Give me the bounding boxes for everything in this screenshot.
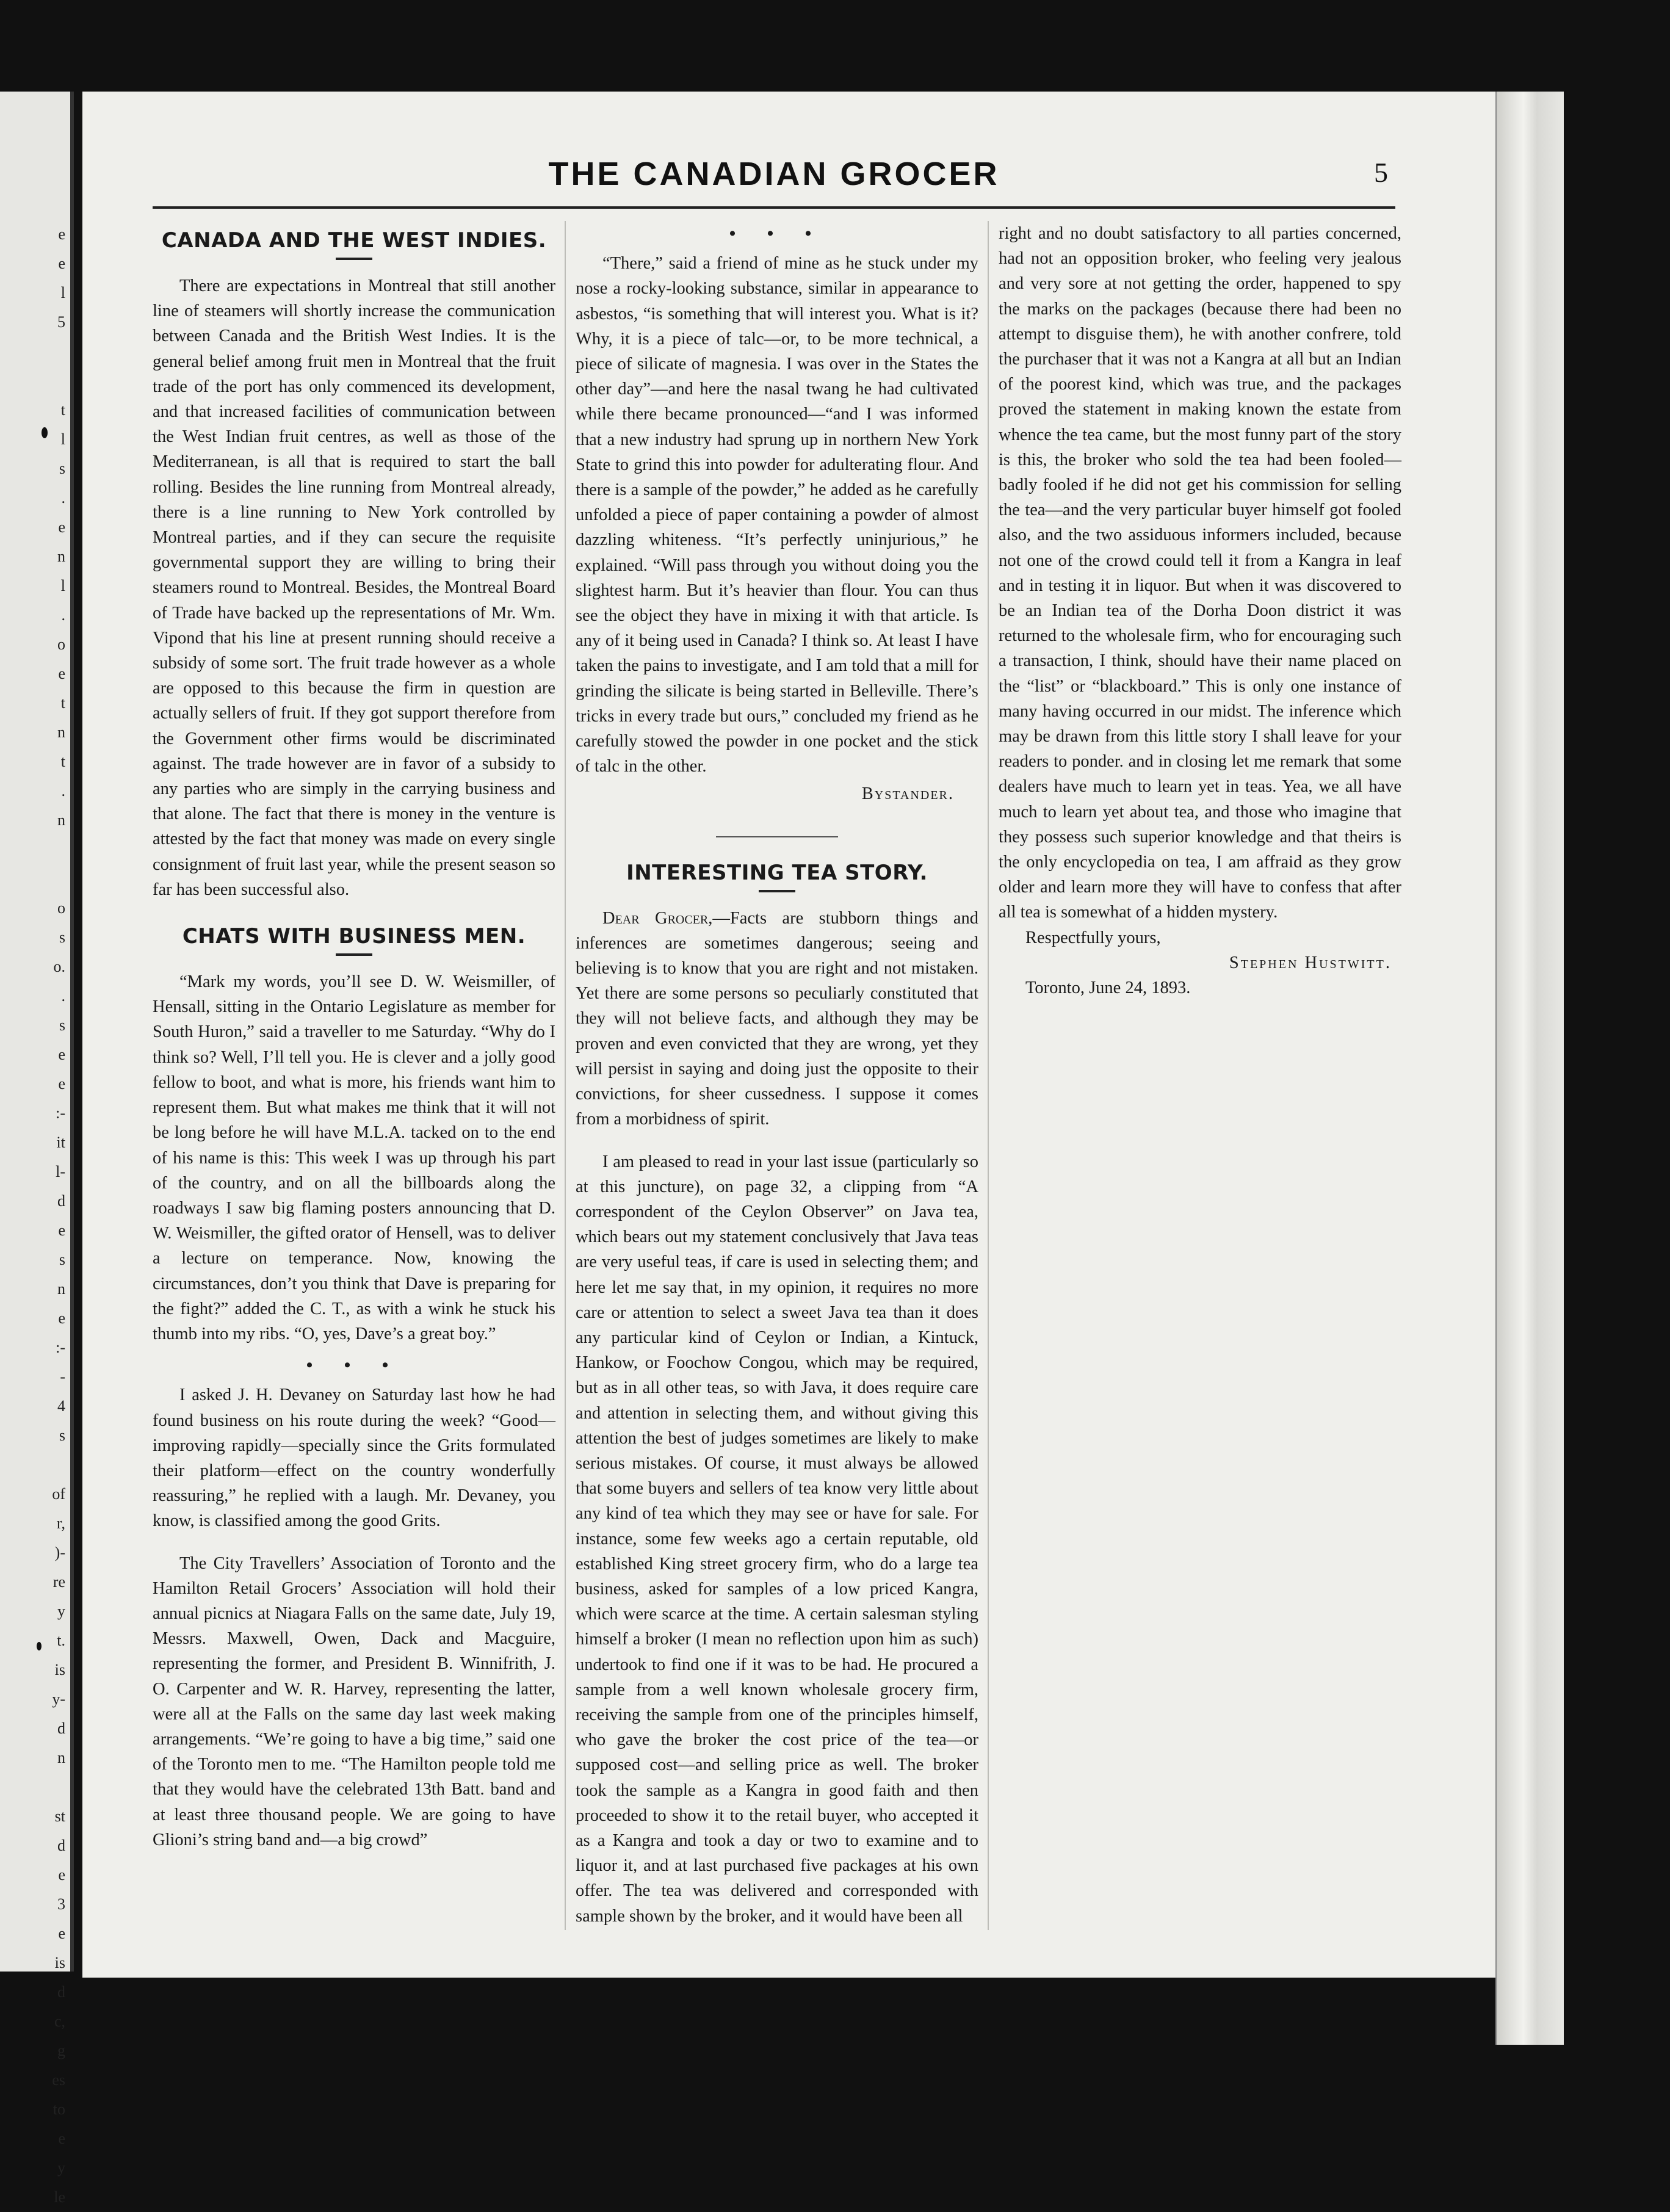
- section-separator: [716, 836, 838, 837]
- facing-page-margin-text: e e l 5 t l s . e n l . o e t n t . n o s o. . s e e :- it l- d e s n e :- - 4 s of r, )- re y t. is y- d n st d e 3 e is d c, g es to e y le: [52, 225, 65, 2206]
- page-header: [153, 151, 1395, 200]
- byline-signature: Bystander.: [861, 784, 954, 804]
- article-paragraph: [576, 906, 978, 1132]
- masthead-title: THE CANADIAN GROCER: [548, 156, 1000, 192]
- facing-page-strip: [0, 92, 74, 2206]
- article-paragraph: “Mark my words, you’ll see D. W. Weismiller, of Hensall, sitting in the Ontario Legislature as member for South Huron,” said a traveller to me Saturday. “Why do I think so? Well, I’ll tell you. He is clever and a jolly good fellow to boot, and what is more, his friends want him to represent them. But what makes me think that it will not be long before he will have M.L.A. tacked on to the end of his name is this: This week I was up through his part of the country, and on all the billboards along the roadways I saw big flaming posters announcing that D. W. Weismiller, the gifted orator of Hensell, was to deliver a lecture on temperance. Now, knowing the circumstances, don’t you think that Dave is preparing for the fight?” added the C. T., as with a wink he stuck his thumb into my ribs. “O, yes, Dave’s a great boy.”: [153, 972, 555, 1343]
- column-divider: [565, 221, 566, 1930]
- letter-closing: Respectfully yours,: [1025, 928, 1161, 947]
- article-paragraph-continued: [153, 1551, 555, 1852]
- letter-opening-text: —Facts are stubborn things and inferences are sometimes dangerous; seeing and believing is to know that you are right and not mistaken. Yet there are some persons so peculiarly constituted that they will not believe facts, and although they may be proven and even convicted that they are wrong, yet they will persist in saying and doing just the opposite to their convictions, for sheer cussedness. I suppose it comes from a morbidness of spirit.: [576, 908, 979, 1129]
- article-headline-tea-story: INTERESTING TEA STORY.: [626, 860, 928, 885]
- article-paragraph: I asked J. H. Devaney on Saturday last how he had found business on his route during the week? “Good—improving rapidly—specially since the Grits formulated their platform—effect on the country wonderfully reassuring,” he replied with a laugh. Mr. Devaney, you know, is classified among the good Grits.: [153, 1386, 555, 1531]
- column-1: [153, 221, 555, 1852]
- article-paragraph: I am pleased to read in your last issue (particularly so at this juncture), on page 32, a clipping from “A correspondent of the Ceylon Observer” on Java tea, which bears out my statement conclusively that Java teas are very useful teas, if care is used in selecting them; and here let me say that, in my opinion, it requires no more care or attention to select a sweet Java tea than it does any particular kind of Ceylon or Indian, a Kintuck, Hankow, or Foochow Congou, which may be required, but as in all other teas, so with Java, it does require care and attention in selecting them, and without giving this attention the best of judges sometimes are likely to make serious mistakes. Of course, it must always be allowed that some buyers and sellers of tea know very little about any kind of tea which they may see or have for sale. For instance, some few weeks ago a certain reputable, old established King street grocery firm, who do a large tea business, asked for samples of a low priced Kangra, which were scarce at the time. A certain salesman styling himself a broker (I mean no reflection upon him as such) undertook to find one if it was to be had. He procured a sample from a well known wholesale grocery firm, receiving the sample from one of the principles himself, who gave the broker the cost price of the tea—or supposed cost—and selling price as well. The broker took the sample as a Kangra in good faith and then proceeded to show it to the retail buyer, who accepted it as a Kangra and took a day or two to examine and to liquor it, and at last purchased five packages at his own offer. The tea was delivered and corresponded with sample shown by the broker, and it would have been all: [576, 1152, 978, 1926]
- section-dots: • • •: [306, 1355, 402, 1376]
- article-paragraph: There are expectations in Montreal that still another line of steamers will shortly increase the communication between Canada and the British West Indies. It is the general belief among fruit men in Montreal that the fruit trade of the port has only commenced its development, and that increased facilities of communication between the West Indian fruit centres, as well as those of the Mediterranean, is all that is required to start the ball rolling. Besides the line running from Montreal already, there is a line running to New York controlled by Montreal parties, and if they can secure the requisite governmental support they are willing to bring their steamers round to Montreal. Besides, the Montreal Board of Trade have backed up the representations of Mr. Wm. Vipond that his line at present running should receive a subsidy of some sort. The fruit trade however as a whole are opposed to this because the firm in question are actually sellers of fruit. If they got support therefore from the Government other firms would be discriminated against. The trade however are in favor of a subsidy to any parties who are simply in the carrying business and that alone. The fact that there is money in the venture is attested by the fact that money was made on every single consignment of fruit last year, while the present season so far has been successful also.: [153, 276, 555, 899]
- article-headline-west-indies: CANADA AND THE WEST INDIES.: [161, 228, 547, 253]
- column-3: [999, 221, 1401, 1000]
- article-paragraph-continuation: right and no doubt satisfactory to all parties concerned, had not an opposition broker, who feeling very jealous and very sore at not getting the order, happened to spy the marks on the packages (because there had been no attempt to disguise them), he with another confrere, told the purchaser that it was not a Kangra at all but an Indian of the poorest kind, which was true, and the packages proved the statement in making known the estate from whence the tea came, but the most funny part of the story is this, the broker who sold the tea had been fooled—badly fooled if he did not get his commission for selling the tea—and the very particular buyer himself got fooled also, and the two assiduous informers included, because not one of the crowd could tell it from a Kangra in leaf and in testing it in liquor. But when it was discovered to be an Indian tea of the Dorha Doon district it was returned to the wholesale firm, who for encouraging such a transaction, I think, should have their name placed on the “list” or “blackboard.” This is only one instance of many having occurred in our midst. The inference which may be drawn from this little story I shall leave for your readers to ponder. and in closing let me remark that some dealers have much to learn yet in teas. Yea, we all have much to learn yet about tea, and those who imagine that they possess such superior knowledge and that theirs is the only encyclopedia on tea, I am affraid as they grow older and learn more they will have to confess that after all tea is somewhat of a hidden mystery.: [999, 224, 1401, 922]
- headline-rule: [336, 258, 372, 260]
- scan-speck: [42, 427, 48, 438]
- article-paragraph: “There,” said a friend of mine as he stuck under my nose a rocky-looking substance, similar in appearance to asbestos, “is something that will interest you. What is it? Why, it is a piece of talc—or, to be more technical, a piece of silicate of magnesia. I was over in the States the other day”—and here the nasal twang he had cultivated while there became pronounced—“and I was informed that a new industry had sprung up in northern New York State to grind this into powder for adulterating flour. And there is a sample of the powder,” he added as he carefully unfolded a piece of paper containing a powder of almost dazzling whiteness. “It’s perfectly uninjurious,” he explained. “Will pass through you without doing you the slightest harm. But it’s heavier than flour. You can thus see the object they have in mixing it with that article. Is any of it being used in Canada? I think so. At least I have taken the pains to investigate, and I am told that a mill for grinding the silicate is being started in Belleville. There’s tricks in every trade but ours,” concluded my friend as he carefully stowed the powder in one pocket and the stick of talc in the other.: [576, 254, 978, 776]
- page-binding-edge: [1495, 92, 1564, 2045]
- paragraph-start: The City Travellers’ Association of Toronto and the Hamilton Retail Grocers’ Association will hold their annual picnics at Niagara Falls on the same date, July 19, Messrs. Maxwell, Owen, Dack and Macguire, representing the former, and President B. Winnifrith, J. O. Carpenter and W. R. Harvey, representing the latter, were all at the Falls on the same day last week making arrangements. “We’re going to have a big time,” said one of the Toronto men to me. “The Hamilton people told me that they would have the celebrated 13th Batt. band and at least three thousand people. We are going to have Glioni’s string band and—a big crowd”: [153, 1553, 555, 1849]
- section-dots: • • •: [729, 223, 825, 244]
- column-2: [576, 221, 978, 1929]
- headline-rule: [759, 890, 795, 892]
- letter-salutation: Dear Grocer,: [602, 908, 713, 928]
- header-rule: [153, 206, 1395, 209]
- scan-speck: [37, 1642, 42, 1650]
- page-number: 5: [1374, 157, 1388, 188]
- headline-rule: [336, 953, 372, 956]
- letter-signature: Stephen Hustwitt.: [1229, 953, 1392, 972]
- column-divider: [988, 221, 989, 1930]
- letter-dateline: Toronto, June 24, 1893.: [1025, 978, 1191, 998]
- article-headline-chats: CHATS WITH BUSINESS MEN.: [182, 924, 526, 949]
